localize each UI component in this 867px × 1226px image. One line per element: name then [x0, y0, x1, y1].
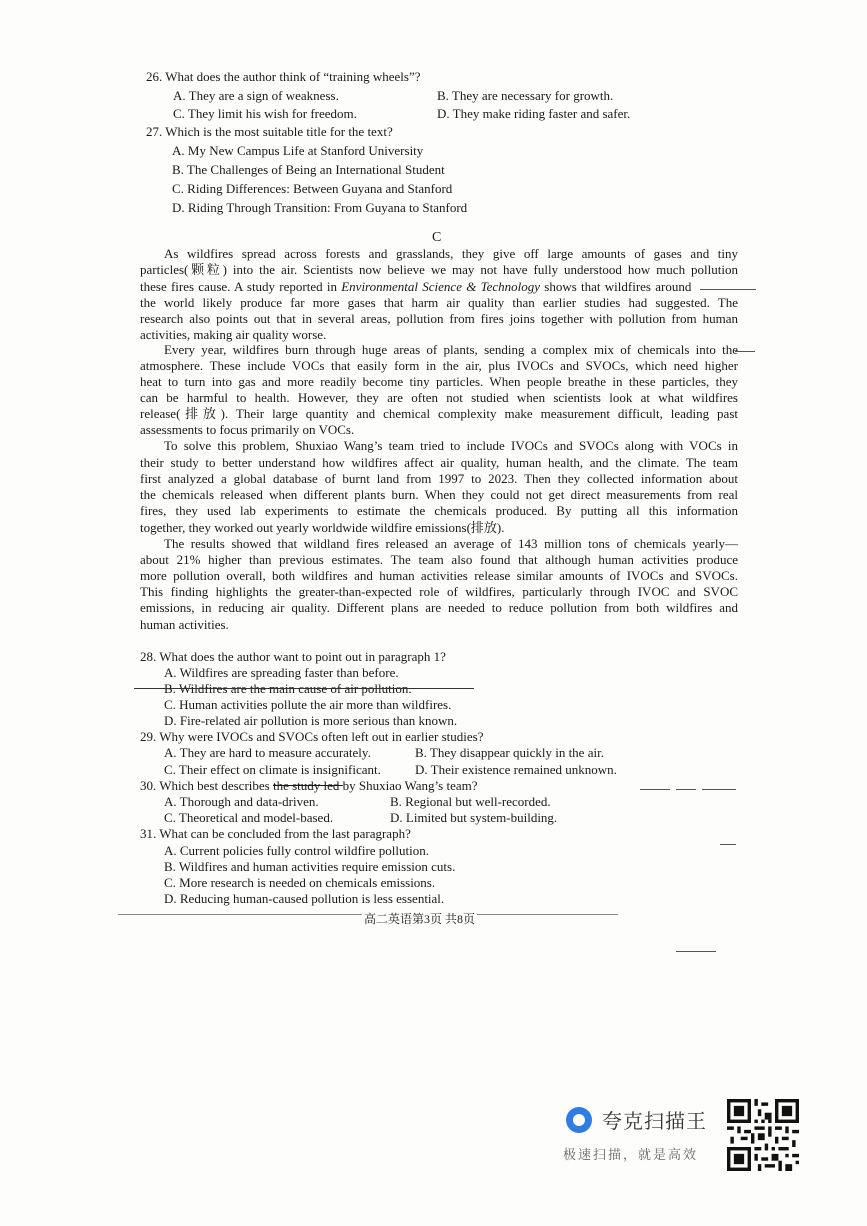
- q26-option-c: C. They limit his wish for freedom.: [173, 106, 357, 121]
- p2-line: release(排放). Their large quantity and chemical complexity make measurement difficult, leading past: [140, 406, 738, 421]
- p2-line: atmosphere. These include VOCs that easily form in the air, plus IVOCs and SVOCs, which need higher: [140, 358, 738, 373]
- q27-stem: 27. Which is the most suitable title for the text?: [146, 124, 393, 139]
- q30-option-d: D. Limited but system-building.: [390, 810, 558, 825]
- p1-line: activities, making air quality worse.: [140, 327, 327, 342]
- p3-line: together, they worked out yearly worldwide wildfire emissions(排放).: [140, 520, 505, 535]
- q29-option-c: C. Their effect on climate is insignificant.: [164, 762, 381, 777]
- q29-stem: 29. Why were IVOCs and SVOCs often left out in earlier studies?: [140, 729, 484, 744]
- p3-line: To solve this problem, Shuxiao Wang’s team tried to include IVOCs and SVOCs along with VOCs in: [164, 438, 738, 453]
- p2-line: Every year, wildfires burn through huge areas of plants, sending a complex mix of chemicals into the: [164, 342, 738, 357]
- p4-line: The results showed that wildland fires released an average of 143 million tons of chemicals yearly—: [164, 536, 738, 551]
- p4-line: This finding highlights the greater-than-expected role of wildfires, particularly through IVOC and SVOC: [140, 584, 738, 599]
- p2-line: assessments to focus primarily on VOCs.: [140, 422, 355, 437]
- q29-option-d: D. Their existence remained unknown.: [415, 762, 617, 777]
- p3-line: the chemicals released when different plants burn. When they could not get direct measurements from real: [140, 487, 738, 502]
- q31-option-a: A. Current policies fully control wildfire pollution.: [164, 843, 430, 858]
- p1-text: shows that wildfires around: [540, 279, 692, 294]
- q30-option-a: A. Thorough and data-driven.: [164, 794, 319, 809]
- p3-line: fires, they used lab experiments to estimate the chemicals produced. By putting all this information: [140, 503, 738, 518]
- q28-option-a: A. Wildfires are spreading faster than before.: [164, 665, 399, 680]
- scanner-brand-name: 夸克扫描王: [602, 1109, 707, 1133]
- q28-option-b: B. Wildfires are the main cause of air pollution.: [164, 681, 412, 696]
- passage-heading: C: [432, 230, 442, 245]
- p1-line: particles(颗粒) into the air. Scientists now believe we may not have fully understood how much pollution: [140, 262, 738, 277]
- q30-stem-text: by Shuxiao Wang’s team?: [342, 778, 478, 793]
- q26-option-d: D. They make riding faster and safer.: [437, 106, 631, 121]
- q26-option-b: B. They are necessary for growth.: [437, 88, 614, 103]
- q31-option-b: B. Wildfires and human activities require emission cuts.: [164, 859, 456, 874]
- q28-option-d: D. Fire-related air pollution is more serious than known.: [164, 713, 458, 728]
- q26-option-a: A. They are a sign of weakness.: [173, 88, 339, 103]
- q27-option-d: D. Riding Through Transition: From Guyana to Stanford: [172, 200, 468, 215]
- p1-line: [140, 279, 738, 295]
- q28-option-b-strikethrough: [134, 688, 474, 689]
- scan-mark: [676, 951, 716, 952]
- q31-stem: 31. What can be concluded from the last paragraph?: [140, 826, 411, 841]
- p1-line: the world likely produce far more gases that harm air quality than earlier studies had suggested. The: [140, 295, 738, 310]
- q28-option-c: C. Human activities pollute the air more than wildfires.: [164, 697, 452, 712]
- scan-mark: [676, 789, 696, 790]
- journal-name: Environmental Science & Technology: [341, 279, 541, 294]
- q27-option-c: C. Riding Differences: Between Guyana and Stanford: [172, 181, 453, 196]
- p1-line: As wildfires spread across forests and grasslands, they give off large amounts of gases and tiny: [164, 246, 738, 261]
- q30-option-c: C. Theoretical and model-based.: [164, 810, 334, 825]
- q30-stem-text: 30. Which best describes: [140, 778, 273, 793]
- scanner-tagline: 极速扫描，就是高效: [563, 1148, 699, 1163]
- scanner-watermark: [566, 1105, 707, 1134]
- p3-line: their study to better understand how wildfires affect air quality, human health, and the climate. The team: [140, 455, 738, 470]
- qr-code-icon: [727, 1099, 799, 1171]
- q30-struck-text: the study led: [272, 778, 343, 793]
- q26-stem: 26. What does the author think of “training wheels”?: [146, 69, 421, 84]
- q28-stem: 28. What does the author want to point out in paragraph 1?: [140, 649, 446, 664]
- q29-option-b: B. They disappear quickly in the air.: [415, 745, 604, 760]
- q30-option-b: B. Regional but well-recorded.: [390, 794, 551, 809]
- page-footer: 高二英语第3页 共8页: [364, 912, 476, 926]
- scanner-logo-icon: [566, 1107, 592, 1133]
- scan-mark: [735, 351, 755, 352]
- p4-line: human activities.: [140, 617, 229, 632]
- p1-text: these fires cause. A study reported in: [140, 279, 342, 294]
- q27-option-a: A. My New Campus Life at Stanford University: [172, 143, 424, 158]
- p1-line: research also points out that in several areas, pollution from fires joins together with pollution from human: [140, 311, 738, 326]
- p4-line: about 21% higher than previous estimates. The team also found that although human activities produce: [140, 552, 738, 567]
- p2-line: heat to turn into gas and more readily become tiny particles. When people breathe in these particles, they: [140, 374, 738, 389]
- scan-mark: [640, 789, 670, 790]
- q31-option-d: D. Reducing human-caused pollution is less essential.: [164, 891, 445, 906]
- scan-mark: [700, 289, 756, 290]
- p4-line: more pollution overall, both wildfires and human activities release similar amounts of IVOCs and SVOCs.: [140, 568, 738, 583]
- p3-line: first analyzed a global database of burnt land from 1997 to 2023. Then they collected information about: [140, 471, 738, 486]
- p2-line: can be harmful to health. However, they are often not studied when scientists look at what wildfires: [140, 390, 738, 405]
- q31-option-c: C. More research is needed on chemicals emissions.: [164, 875, 436, 890]
- q30-stem: [140, 778, 478, 794]
- q29-option-a: A. They are hard to measure accurately.: [164, 745, 371, 760]
- scan-mark: [720, 844, 736, 845]
- p4-line: emissions, in reducing air quality. Different plans are needed to reduce pollution from both wildfires and: [140, 600, 738, 615]
- scan-mark: [702, 789, 736, 790]
- q27-option-b: B. The Challenges of Being an International Student: [172, 162, 445, 177]
